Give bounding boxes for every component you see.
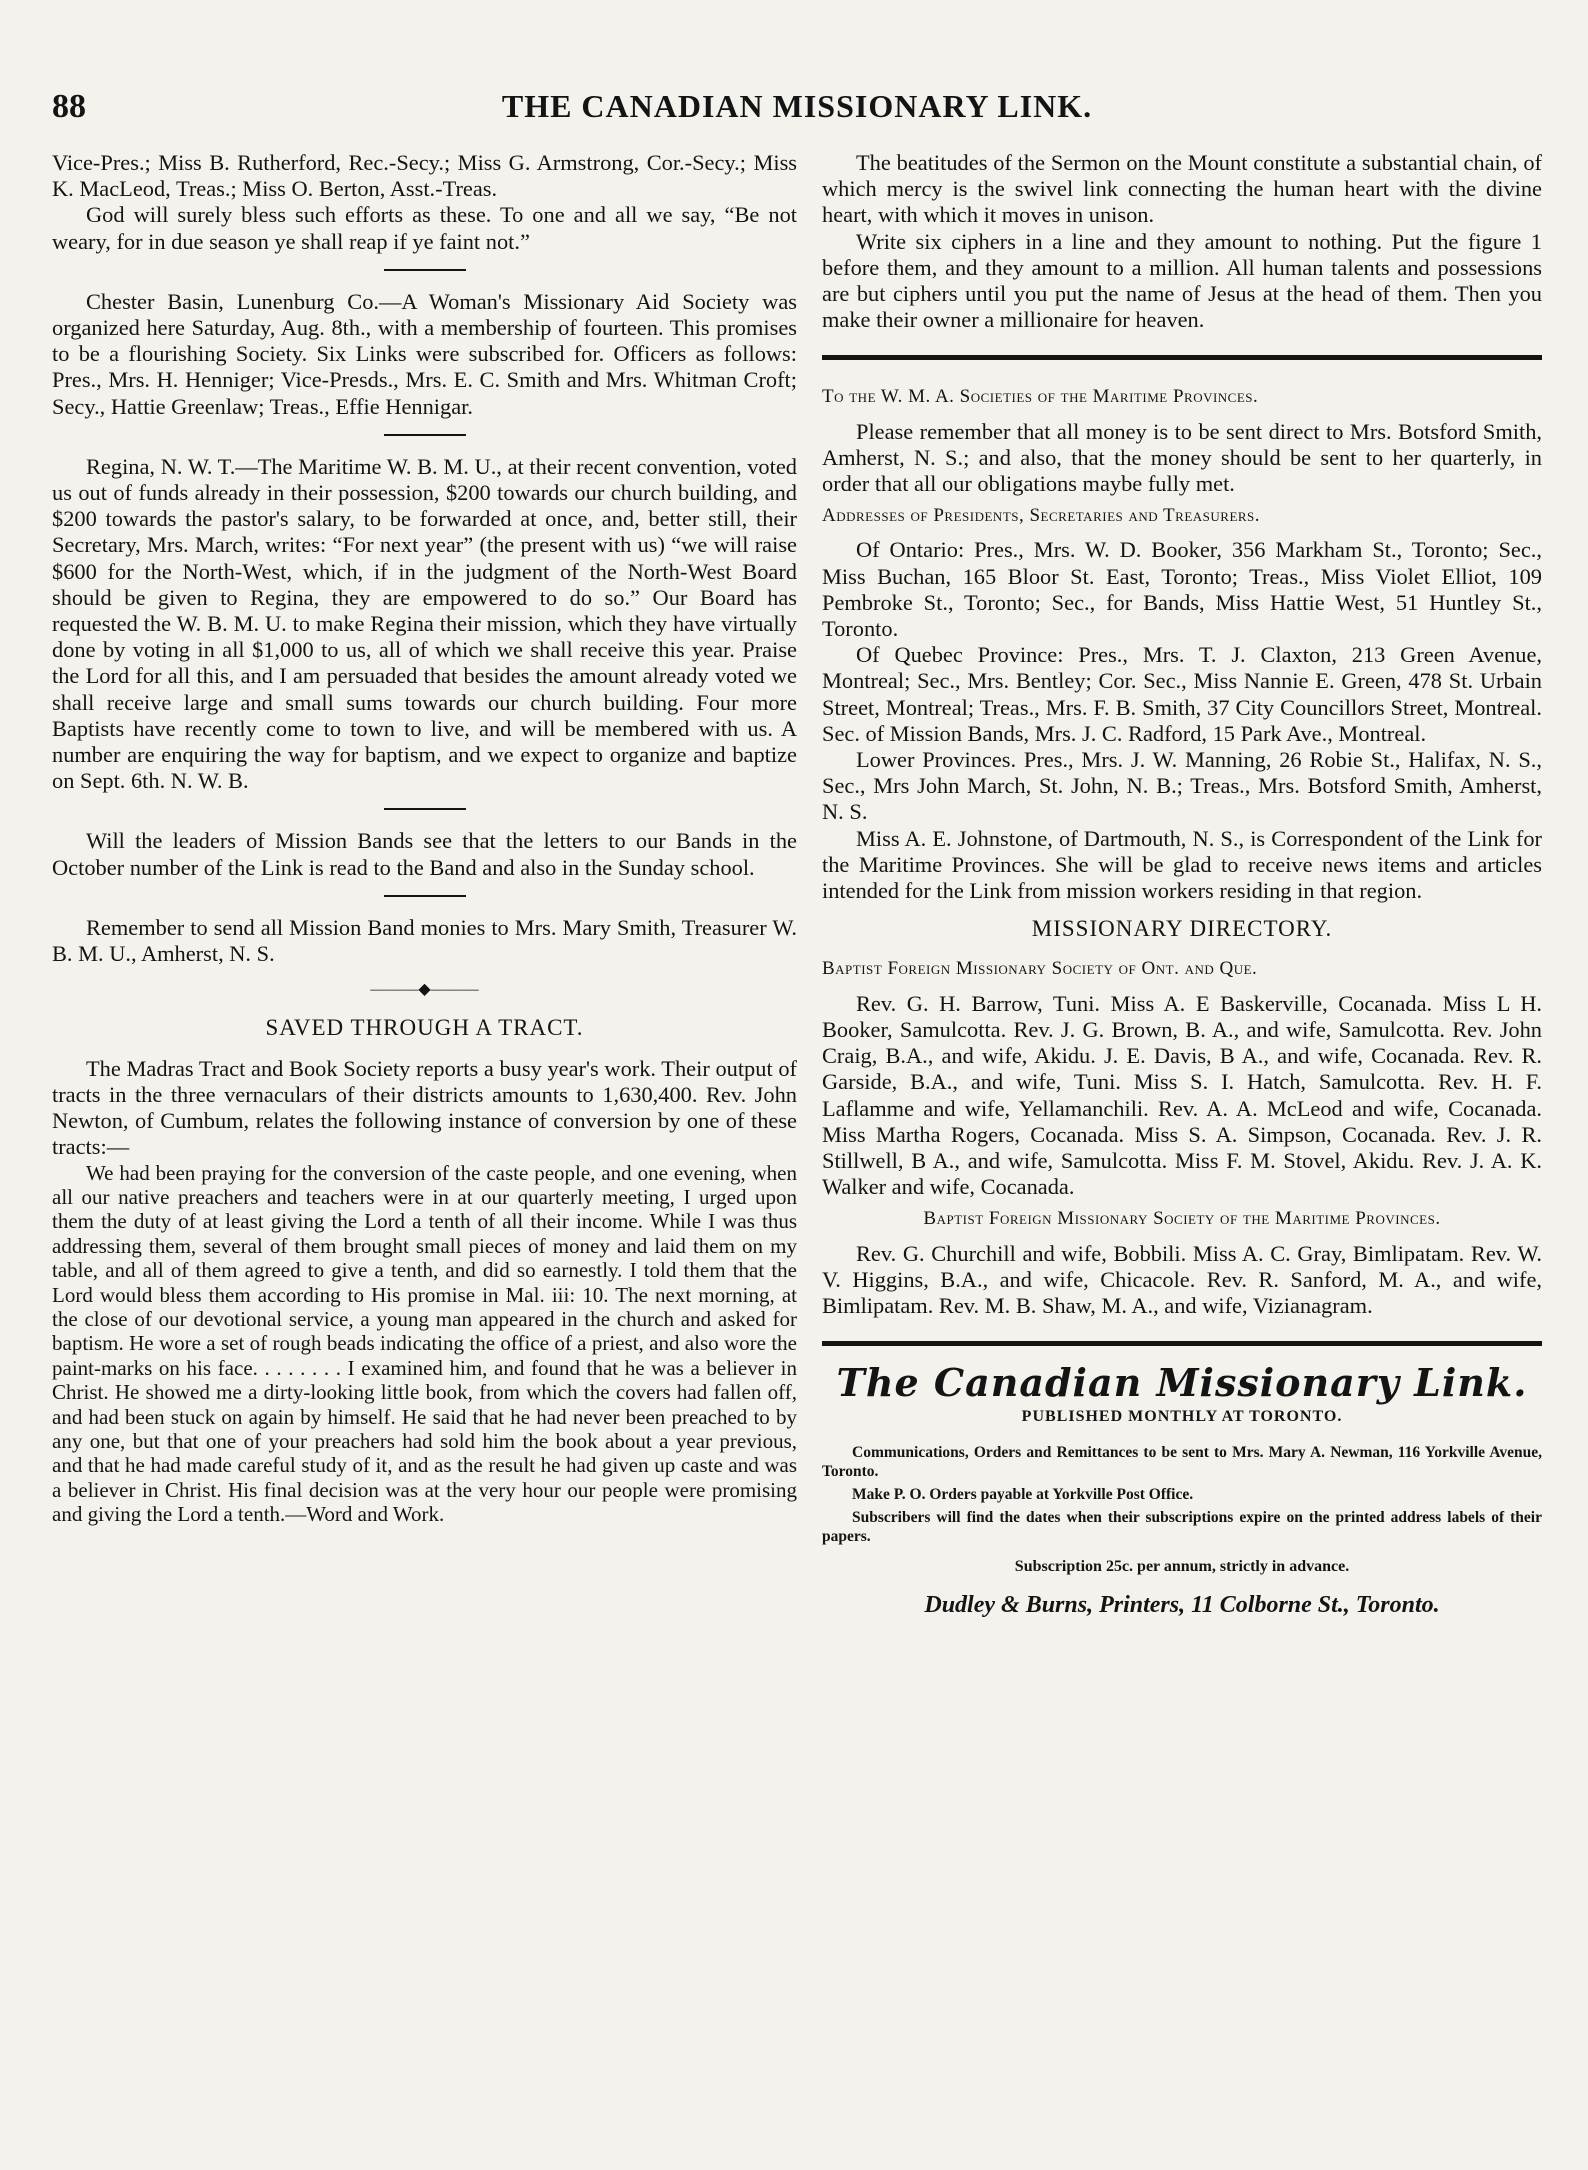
right-column	[822, 150, 1542, 1618]
monies-notice: Remember to send all Mission Band monies to Mrs. Mary Smith, Treasurer W. B. M. U., Amherst, N. S.	[52, 914, 797, 967]
divider	[384, 269, 466, 271]
page-number: 88	[52, 88, 86, 125]
divider	[384, 895, 466, 897]
blessing-paragraph: God will surely bless such efforts as these. To one and all we say, “Be not weary, for in due season ye shall reap if ye faint not.”	[52, 202, 797, 254]
mission-bands-notice: Will the leaders of Mission Bands see that the letters to our Bands in the October number of the Link is read to the Band and also in the Sunday school.	[52, 828, 797, 880]
article-title: SAVED THROUGH A TRACT.	[265, 1015, 584, 1041]
maritime-society-heading: Baptist Foreign Missionary Society of the Maritime Provinces.	[923, 1208, 1441, 1230]
page-header	[52, 88, 1542, 138]
correspondent-notice: Miss A. E. Johnstone, of Dartmouth, N. S., is Correspondent of the Link for the Maritime Provinces. She will be glad to receive news items and articles intended for the Link from mission workers residing in that region.	[822, 825, 1542, 904]
regina-report: Regina, N. W. T.—The Maritime W. B. M. U., at their recent convention, voted us out of funds already in their possession, $200 towards our church building, and $200 towards the pastor's salary, to be forwarded at once, and, better still, their Secretary, Mrs. March, writes: “For next year” (the present with us) “we will raise $600 for the North-West, which, if in the judgment of the North-West Board should be given to Regina, they are empowered to do so.” Our Board has requested the W. B. M. U. to make Regina their mission, which they have virtually done by voting in all $1,000 to us, all of which we shall receive this year. Praise the Lord for all this, and I am persuaded that besides the amount already voted we shall receive large and small sums towards our church building. Four more Baptists have recently come to town to live, and will be membered with us. A number are enquiring the way for baptism, and we expect to organize and baptize on Sept. 6th. N. W. B.	[52, 453, 797, 794]
communications-line: Communications, Orders and Remittances to be sent to Mrs. Mary A. Newman, 116 Yorkville Avenue, Toronto.	[822, 1443, 1542, 1480]
article-body: We had been praying for the conversion of the caste people, and one evening, when all our native preachers and teachers were in at our quarterly meeting, I urged upon them the duty of at least giving the Lord a tenth of all their income. While I was thus addressing them, several of them brought small pieces of money and laid them on my table, and all of them agreed to give a tenth, and did so earnestly. I told them that the Lord would bless them according to His promise in Mal. iii: 10. The next morning, at the close of our devotional service, a young man appeared in the church and asked for baptism. He wore a set of rough beads indicating the office of a priest, and also wore the paint-marks on his face. . . . . . . . I examined him, and found that he was a believer in Christ. He showed me a dirty-looking little book, from which the covers had fallen off, and had been stuck on again by himself. He said that he had never been preached to by any one, but that one of your preachers had sold him the book about a year previous, and that he had made careful study of it, and as the result he had given up caste and was a believer in Christ. His final decision was at the very hour our people were promising and giving the Lord a tenth.—Word and Work.	[52, 1160, 797, 1527]
printers-line: Dudley & Burns, Printers, 11 Colborne St., Toronto.	[924, 1591, 1440, 1618]
ont-que-society-heading: Baptist Foreign Missionary Society of Ont. and Que.	[822, 958, 1258, 980]
wma-heading: To the W. M. A. Societies of the Maritime Provinces.	[822, 386, 1259, 408]
orders-line: Make P. O. Orders payable at Yorkville Post Office.	[852, 1485, 1194, 1503]
directory-title: MISSIONARY DIRECTORY.	[1031, 916, 1333, 942]
thick-rule	[822, 1341, 1542, 1346]
quebec-addresses: Of Quebec Province: Pres., Mrs. T. J. Claxton, 213 Green Avenue, Montreal; Sec., Mrs. Bentley; Cor. Sec., Miss Nannie E. Green, 478 St. Urbain Street, Montreal; Treas., Mrs. F. B. Smith, 37 City Councillors Street, Montreal. Sec. of Mission Bands, Mrs. J. C. Radford, 15 Park Ave., Montreal.	[822, 642, 1542, 746]
masthead-box	[822, 1360, 1542, 1618]
lower-provinces-addresses: Lower Provinces. Pres., Mrs. J. W. Manning, 26 Robie St., Halifax, N. S., Sec., Mrs John March, St. John, N. B.; Treas., Mrs. Botsford Smith, Amherst, N. S.	[822, 747, 1542, 825]
divider	[384, 808, 466, 810]
ciphers-paragraph: Write six ciphers in a line and they amount to nothing. Put the figure 1 before them, and they amount to a million. All human talents and possessions are but ciphers until you put the name of Jesus at the head of them. Then you make their owner a millionaire for heaven.	[822, 228, 1542, 333]
left-column	[52, 150, 797, 1527]
ontario-addresses: Of Ontario: Pres., Mrs. W. D. Booker, 356 Markham St., Toronto; Sec., Miss Buchan, 165 Bloor St. East, Toronto; Treas., Miss Violet Elliot, 109 Pembroke St., Toronto; Sec., for Bands, Miss Hattie West, 51 Huntley St., Toronto.	[822, 537, 1542, 642]
subscribers-line: Subscribers will find the dates when their subscriptions expire on the printed address labels of their papers.	[822, 1508, 1542, 1545]
fine-print	[822, 1443, 1542, 1546]
maritime-missionaries: Rev. G. Churchill and wife, Bobbili. Miss A. C. Gray, Bimlipatam. Rev. W. V. Higgins, B.A., and wife, Chicacole. Rev. R. Sanford, M. A., and wife, Bimlipatam. Rev. M. B. Shaw, M. A., and wife, Vizianagram.	[822, 1240, 1542, 1318]
published-line: PUBLISHED MONTHLY AT TORONTO.	[1021, 1408, 1343, 1426]
ornament-divider: ———◆———	[370, 981, 479, 999]
subscription-line: Subscription 25c. per annum, strictly in advance.	[1014, 1557, 1350, 1575]
money-notice: Please remember that all money is to be sent direct to Mrs. Botsford Smith, Amherst, N. S.; and also, that the money should be sent to her quarterly, in order that all our obligations maybe fully met.	[822, 418, 1542, 497]
masthead-title: The Canadian Missionary Link.	[836, 1360, 1528, 1406]
article-intro: The Madras Tract and Book Society reports a busy year's work. Their output of tracts in the three vernaculars of their districts amounts to 1,630,400. Rev. John Newton, of Cumbum, relates the following instance of conversion by one of these tracts:—	[52, 1055, 797, 1160]
ont-que-missionaries: Rev. G. H. Barrow, Tuni. Miss A. E Baskerville, Cocanada. Miss L H. Booker, Samulcotta. Rev. J. G. Brown, B. A., and wife, Samulcotta. Rev. John Craig, B.A., and wife, Akidu. J. E. Davis, B A., and wife, Cocanada. Rev. R. Garside, B.A., and wife, Tuni. Miss S. I. Hatch, Samulcotta. Rev. H. F. Laflamme and wife, Yellamanchili. Rev. A. A. McLeod and wife, Cocanada. Miss Martha Rogers, Cocanada. Miss S. A. Simpson, Cocanada. Rev. J. R. Stillwell, B A., and wife, Samulcotta. Miss F. M. Stovel, Akidu. Rev. J. A. K. Walker and wife, Cocanada.	[822, 990, 1542, 1200]
divider	[384, 434, 466, 436]
officers-continued: Vice-Pres.; Miss B. Rutherford, Rec.-Secy.; Miss G. Armstrong, Cor.-Secy.; Miss K. MacLeod, Treas.; Miss O. Berton, Asst.-Treas.	[52, 150, 797, 202]
thick-rule	[822, 355, 1542, 360]
beatitudes-paragraph: The beatitudes of the Sermon on the Mount constitute a substantial chain, of which mercy is the swivel link connecting the human heart with the divine heart, with which it moves in unison.	[822, 150, 1542, 228]
chester-basin-report: Chester Basin, Lunenburg Co.—A Woman's Missionary Aid Society was organized here Saturday, Aug. 8th., with a membership of fourteen. This promises to be a flourishing Society. Six Links were subscribed for. Officers as follows: Pres., Mrs. H. Henniger; Vice-Presds., Mrs. E. C. Smith and Mrs. Whitman Croft; Secy., Hattie Greenlaw; Treas., Effie Hennigar.	[52, 288, 797, 419]
addresses-heading: Addresses of Presidents, Secretaries and Treasurers.	[822, 505, 1261, 527]
running-head: THE CANADIAN MISSIONARY LINK.	[501, 88, 1093, 124]
